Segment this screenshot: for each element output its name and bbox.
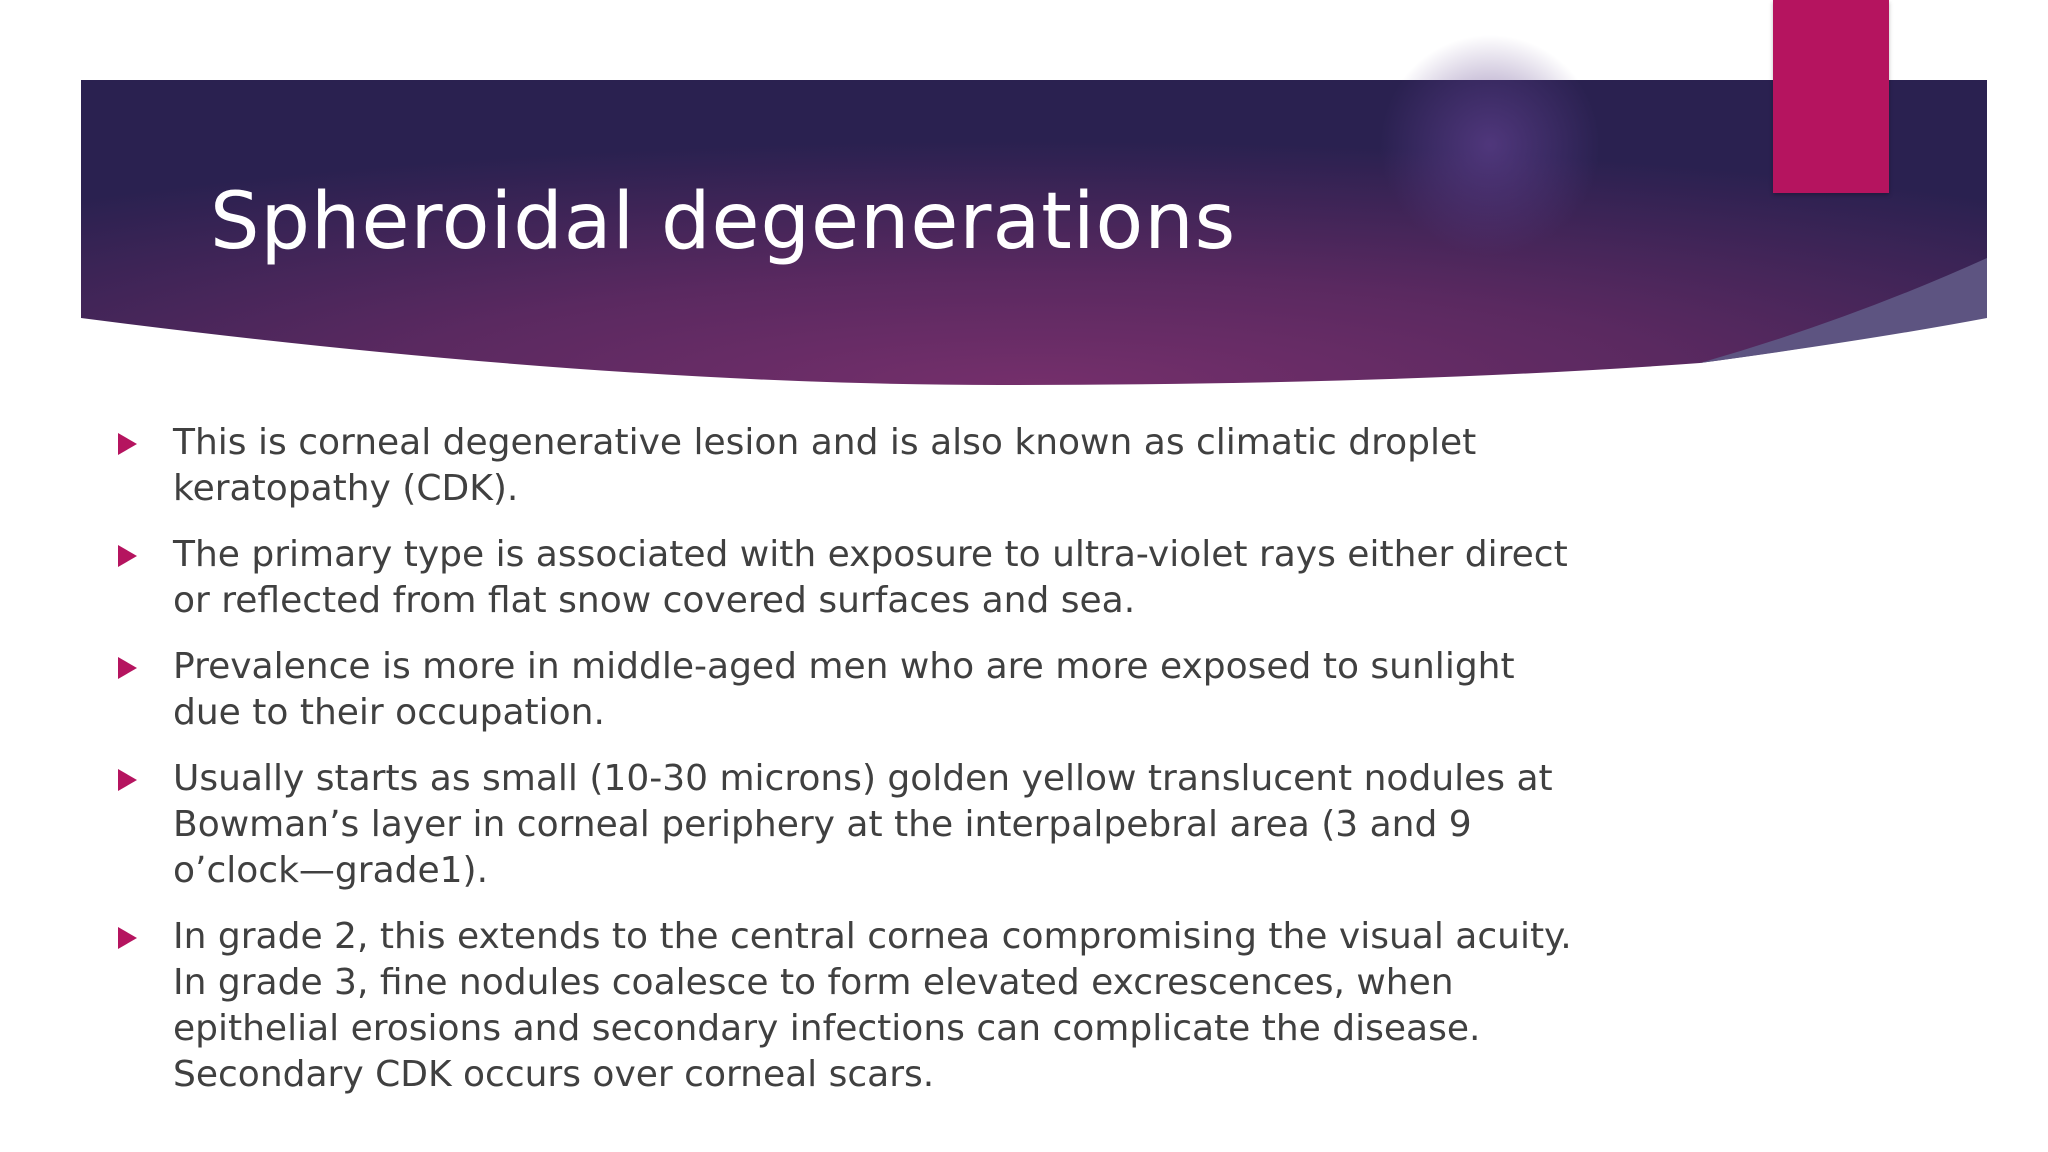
- triangle-bullet-icon: [118, 927, 137, 949]
- bullet-text: Usually starts as small (10-30 microns) golden yellow translucent nodules at Bowman’s layer in corneal periphery at the interpalpebral area (3 and 9 o’clock—grade1).: [173, 758, 1553, 891]
- triangle-bullet-icon: [118, 657, 137, 679]
- accent-tab: [1773, 0, 1889, 193]
- bullet-text: This is corneal degenerative lesion and is also known as climatic droplet keratopathy (CDK).: [173, 422, 1477, 509]
- bullet-item: [113, 532, 1593, 624]
- bullet-item: [113, 644, 1593, 736]
- bullet-text: In grade 2, this extends to the central cornea compromising the visual acuity. In grade 3, fine nodules coalesce to form elevated excrescences, when epithelial erosions and secondary infections can complicate the disease. Secondary CDK occurs over corneal scars.: [173, 916, 1572, 1095]
- triangle-bullet-icon: [118, 545, 137, 567]
- banner-glow: [1380, 35, 1600, 255]
- bullet-list: [113, 420, 1593, 1118]
- bullet-text: The primary type is associated with exposure to ultra-violet rays either direct or reflected from flat snow covered surfaces and sea.: [173, 534, 1568, 621]
- triangle-bullet-icon: [118, 769, 137, 791]
- bullet-text: Prevalence is more in middle-aged men who are more exposed to sunlight due to their occupation.: [173, 646, 1515, 733]
- slide-title: Spheroidal degenerations: [210, 177, 1237, 267]
- bullet-item: [113, 420, 1593, 512]
- bullet-item: [113, 914, 1593, 1098]
- triangle-bullet-icon: [118, 433, 137, 455]
- bullet-item: [113, 756, 1593, 894]
